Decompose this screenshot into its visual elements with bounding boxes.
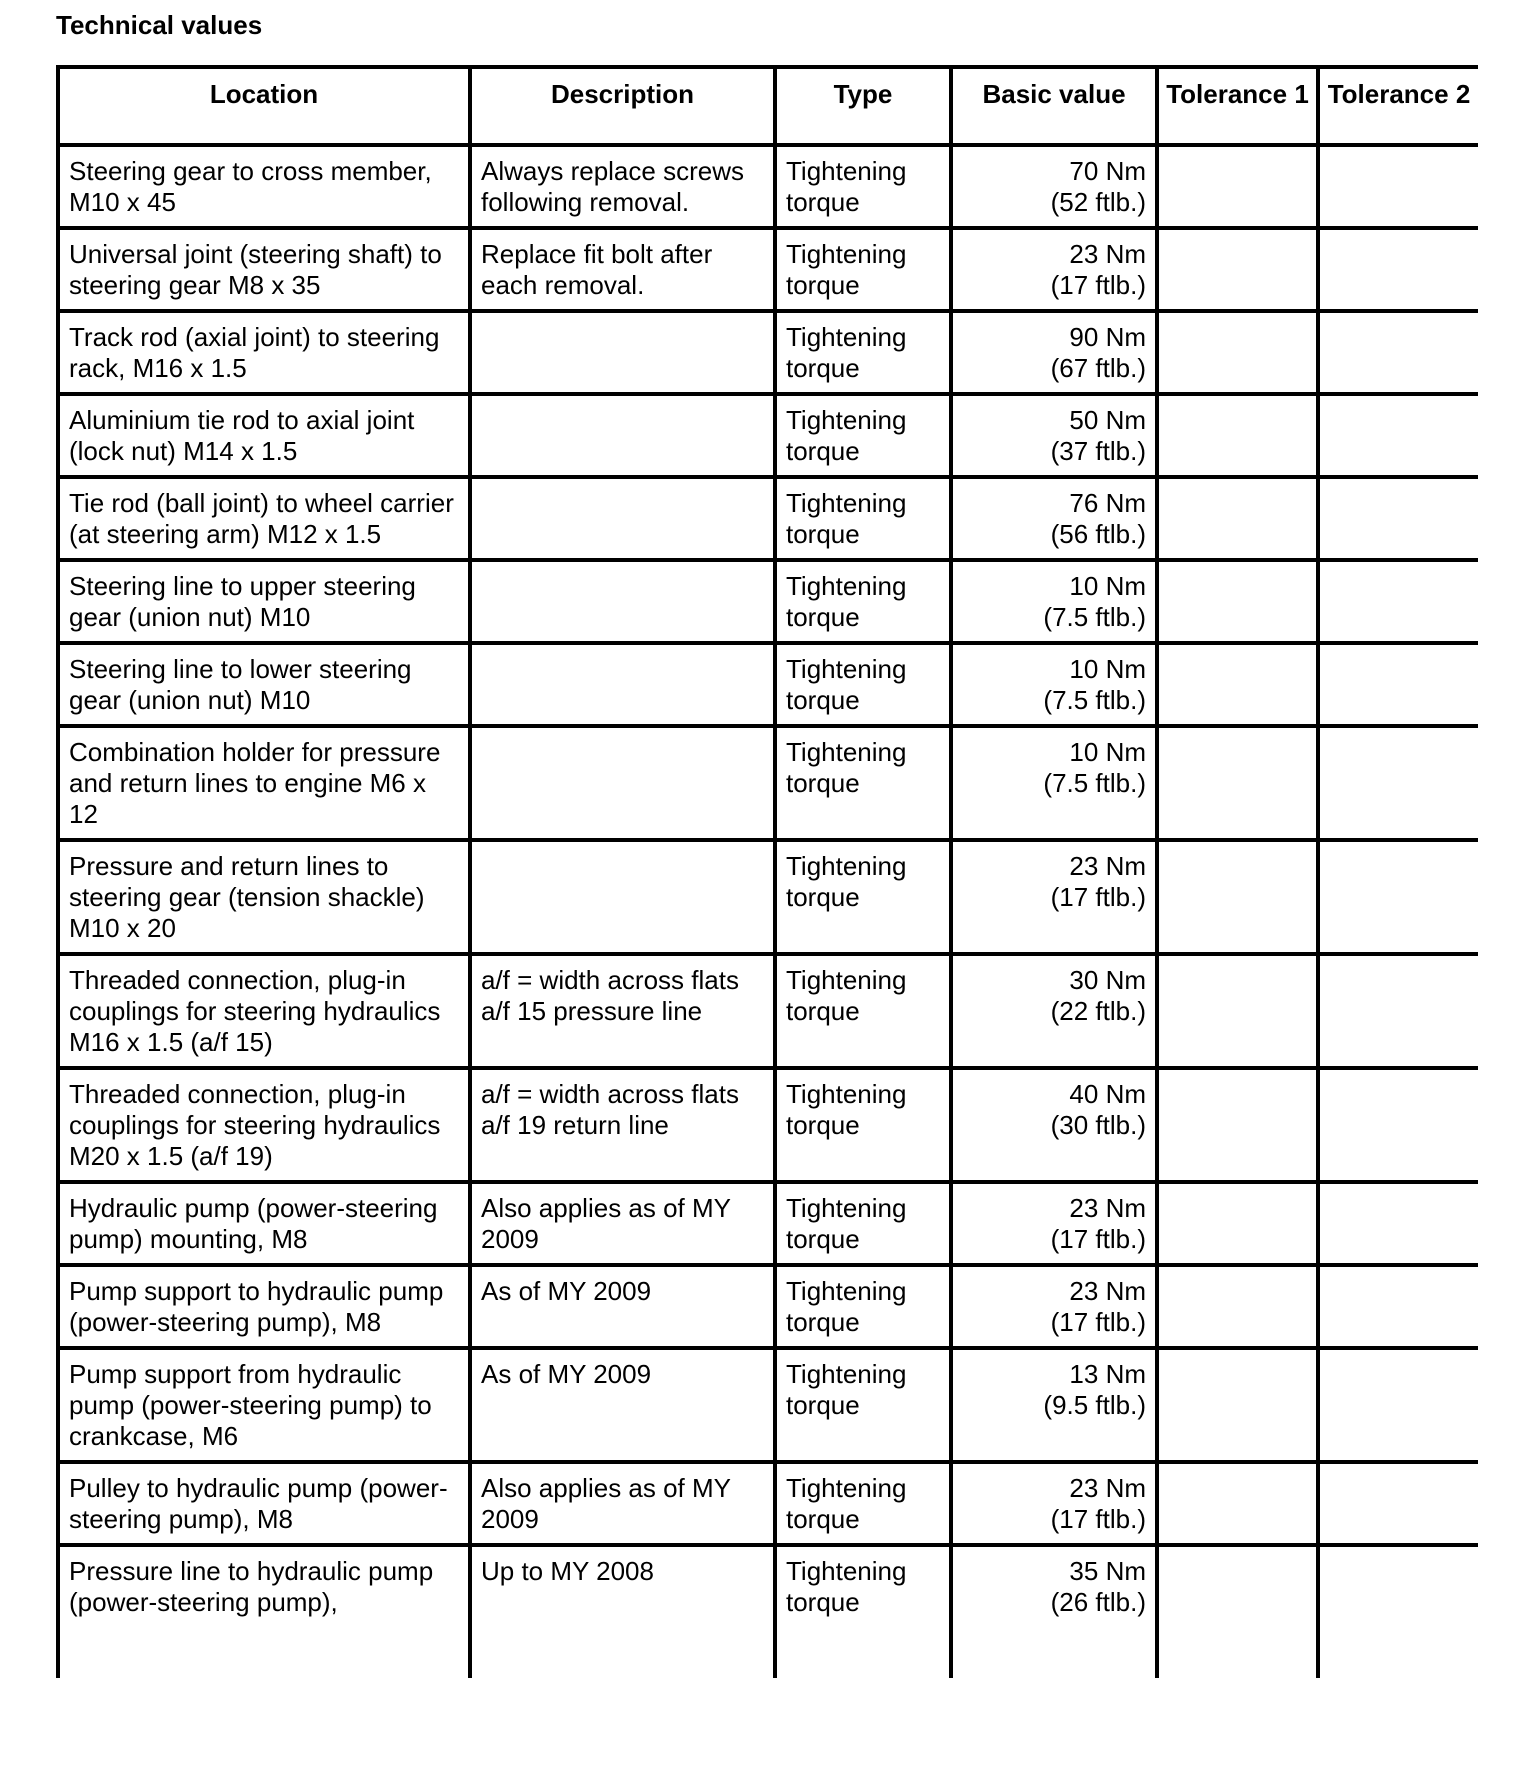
cell-tolerance-1 bbox=[1157, 1182, 1318, 1265]
table-row bbox=[58, 1348, 1478, 1462]
cell-basic-value bbox=[951, 311, 1157, 394]
cell-tolerance-2 bbox=[1318, 1462, 1478, 1545]
cell-description: Up to MY 2008 bbox=[470, 1545, 775, 1678]
value-ftlb: (37 ftlb.) bbox=[1050, 436, 1146, 466]
cell-tolerance-1 bbox=[1157, 394, 1318, 477]
cell-type: Tightening torque bbox=[775, 840, 951, 954]
cell-description bbox=[470, 477, 775, 560]
cell-basic-value bbox=[951, 477, 1157, 560]
cell-location: Pump support from hydraulic pump (power-steering pump) to crankcase, M6 bbox=[58, 1348, 470, 1462]
value-ftlb: (17 ftlb.) bbox=[1050, 882, 1146, 912]
value-nm: 23 Nm bbox=[1069, 1276, 1146, 1306]
table-row bbox=[58, 643, 1478, 726]
value-ftlb: (22 ftlb.) bbox=[1050, 996, 1146, 1026]
table-header-row bbox=[58, 67, 1478, 145]
cell-type: Tightening torque bbox=[775, 643, 951, 726]
value-nm: 23 Nm bbox=[1069, 239, 1146, 269]
cell-description bbox=[470, 726, 775, 840]
cell-basic-value bbox=[951, 840, 1157, 954]
cell-type: Tightening torque bbox=[775, 477, 951, 560]
table-row bbox=[58, 1182, 1478, 1265]
cell-tolerance-1 bbox=[1157, 560, 1318, 643]
table-row bbox=[58, 477, 1478, 560]
cell-basic-value bbox=[951, 643, 1157, 726]
cell-tolerance-1 bbox=[1157, 1265, 1318, 1348]
cell-description: Also applies as of MY 2009 bbox=[470, 1182, 775, 1265]
value-ftlb: (17 ftlb.) bbox=[1050, 270, 1146, 300]
cell-tolerance-2 bbox=[1318, 1265, 1478, 1348]
value-nm: 30 Nm bbox=[1069, 965, 1146, 995]
cell-location: Aluminium tie rod to axial joint (lock nut) M14 x 1.5 bbox=[58, 394, 470, 477]
cell-location: Combination holder for pressure and return lines to engine M6 x 12 bbox=[58, 726, 470, 840]
value-nm: 90 Nm bbox=[1069, 322, 1146, 352]
cell-tolerance-1 bbox=[1157, 477, 1318, 560]
table-row bbox=[58, 1462, 1478, 1545]
cell-location: Threaded connection, plug-in couplings for steering hydraulics M16 x 1.5 (a/f 15) bbox=[58, 954, 470, 1068]
cell-tolerance-2 bbox=[1318, 560, 1478, 643]
cell-description: Also applies as of MY 2009 bbox=[470, 1462, 775, 1545]
page-title: Technical values bbox=[56, 10, 263, 40]
cell-tolerance-1 bbox=[1157, 643, 1318, 726]
cell-tolerance-2 bbox=[1318, 394, 1478, 477]
cell-basic-value bbox=[951, 560, 1157, 643]
value-nm: 23 Nm bbox=[1069, 1473, 1146, 1503]
cell-type: Tightening torque bbox=[775, 145, 951, 228]
value-nm: 10 Nm bbox=[1069, 654, 1146, 684]
cell-type: Tightening torque bbox=[775, 560, 951, 643]
cell-tolerance-1 bbox=[1157, 954, 1318, 1068]
value-nm: 10 Nm bbox=[1069, 737, 1146, 767]
cell-tolerance-2 bbox=[1318, 1348, 1478, 1462]
cell-location: Pump support to hydraulic pump (power-steering pump), M8 bbox=[58, 1265, 470, 1348]
cell-type: Tightening torque bbox=[775, 1545, 951, 1678]
value-ftlb: (56 ftlb.) bbox=[1050, 519, 1146, 549]
value-ftlb: (7.5 ftlb.) bbox=[1043, 685, 1146, 715]
cell-basic-value bbox=[951, 1265, 1157, 1348]
value-nm: 13 Nm bbox=[1069, 1359, 1146, 1389]
value-ftlb: (9.5 ftlb.) bbox=[1043, 1390, 1146, 1420]
cell-tolerance-2 bbox=[1318, 145, 1478, 228]
cell-type: Tightening torque bbox=[775, 1348, 951, 1462]
cell-type: Tightening torque bbox=[775, 1462, 951, 1545]
cell-tolerance-1 bbox=[1157, 228, 1318, 311]
cell-type: Tightening torque bbox=[775, 954, 951, 1068]
table-row bbox=[58, 560, 1478, 643]
cell-basic-value bbox=[951, 1182, 1157, 1265]
cell-basic-value bbox=[951, 1545, 1157, 1678]
cell-tolerance-2 bbox=[1318, 228, 1478, 311]
header-description: Description bbox=[470, 67, 775, 145]
cell-type: Tightening torque bbox=[775, 1265, 951, 1348]
cell-location: Track rod (axial joint) to steering rack, M16 x 1.5 bbox=[58, 311, 470, 394]
table-row bbox=[58, 840, 1478, 954]
value-ftlb: (17 ftlb.) bbox=[1050, 1307, 1146, 1337]
header-tolerance-2: Tolerance 2 bbox=[1318, 67, 1478, 145]
table-row bbox=[58, 1265, 1478, 1348]
cell-type: Tightening torque bbox=[775, 1068, 951, 1182]
value-ftlb: (17 ftlb.) bbox=[1050, 1224, 1146, 1254]
cell-description bbox=[470, 840, 775, 954]
cell-tolerance-1 bbox=[1157, 840, 1318, 954]
cell-type: Tightening torque bbox=[775, 726, 951, 840]
cell-description: a/f = width across flats a/f 19 return line bbox=[470, 1068, 775, 1182]
cell-basic-value bbox=[951, 1348, 1157, 1462]
cell-location: Pressure line to hydraulic pump (power-steering pump), bbox=[58, 1545, 470, 1678]
table-row bbox=[58, 1545, 1478, 1678]
cell-location: Hydraulic pump (power-steering pump) mounting, M8 bbox=[58, 1182, 470, 1265]
value-ftlb: (52 ftlb.) bbox=[1050, 187, 1146, 217]
value-ftlb: (30 ftlb.) bbox=[1050, 1110, 1146, 1140]
technical-values-table-container bbox=[56, 65, 1478, 1783]
cell-description bbox=[470, 643, 775, 726]
cell-tolerance-1 bbox=[1157, 1348, 1318, 1462]
table-row bbox=[58, 145, 1478, 228]
value-ftlb: (7.5 ftlb.) bbox=[1043, 602, 1146, 632]
cell-location: Steering line to upper steering gear (union nut) M10 bbox=[58, 560, 470, 643]
table-row bbox=[58, 394, 1478, 477]
table-row bbox=[58, 1068, 1478, 1182]
value-nm: 23 Nm bbox=[1069, 1193, 1146, 1223]
cell-location: Steering line to lower steering gear (union nut) M10 bbox=[58, 643, 470, 726]
cell-tolerance-2 bbox=[1318, 311, 1478, 394]
value-ftlb: (26 ftlb.) bbox=[1050, 1587, 1146, 1617]
cell-basic-value bbox=[951, 394, 1157, 477]
cell-tolerance-1 bbox=[1157, 1545, 1318, 1678]
cell-location: Threaded connection, plug-in couplings for steering hydraulics M20 x 1.5 (a/f 19) bbox=[58, 1068, 470, 1182]
cell-tolerance-1 bbox=[1157, 145, 1318, 228]
cell-tolerance-1 bbox=[1157, 311, 1318, 394]
cell-location: Universal joint (steering shaft) to steering gear M8 x 35 bbox=[58, 228, 470, 311]
cell-tolerance-1 bbox=[1157, 726, 1318, 840]
cell-basic-value bbox=[951, 1068, 1157, 1182]
cell-tolerance-2 bbox=[1318, 840, 1478, 954]
cell-tolerance-2 bbox=[1318, 1545, 1478, 1678]
cell-tolerance-2 bbox=[1318, 1182, 1478, 1265]
cell-basic-value bbox=[951, 1462, 1157, 1545]
cell-tolerance-2 bbox=[1318, 643, 1478, 726]
cell-description: As of MY 2009 bbox=[470, 1348, 775, 1462]
cell-type: Tightening torque bbox=[775, 394, 951, 477]
cell-description: Replace fit bolt after each removal. bbox=[470, 228, 775, 311]
cell-location: Steering gear to cross member, M10 x 45 bbox=[58, 145, 470, 228]
value-nm: 70 Nm bbox=[1069, 156, 1146, 186]
cell-basic-value bbox=[951, 726, 1157, 840]
cell-tolerance-1 bbox=[1157, 1068, 1318, 1182]
cell-description: Always replace screws following removal. bbox=[470, 145, 775, 228]
header-type: Type bbox=[775, 67, 951, 145]
cell-basic-value bbox=[951, 145, 1157, 228]
table-row bbox=[58, 726, 1478, 840]
value-ftlb: (17 ftlb.) bbox=[1050, 1504, 1146, 1534]
value-ftlb: (67 ftlb.) bbox=[1050, 353, 1146, 383]
cell-description bbox=[470, 311, 775, 394]
cell-description: a/f = width across flats a/f 15 pressure line bbox=[470, 954, 775, 1068]
cell-type: Tightening torque bbox=[775, 311, 951, 394]
cell-location: Pressure and return lines to steering gear (tension shackle) M10 x 20 bbox=[58, 840, 470, 954]
cell-tolerance-1 bbox=[1157, 1462, 1318, 1545]
value-nm: 50 Nm bbox=[1069, 405, 1146, 435]
cell-description: As of MY 2009 bbox=[470, 1265, 775, 1348]
value-nm: 40 Nm bbox=[1069, 1079, 1146, 1109]
table-row bbox=[58, 954, 1478, 1068]
table-row bbox=[58, 228, 1478, 311]
header-tolerance-1: Tolerance 1 bbox=[1157, 67, 1318, 145]
cell-tolerance-2 bbox=[1318, 726, 1478, 840]
cell-tolerance-2 bbox=[1318, 477, 1478, 560]
cell-description bbox=[470, 560, 775, 643]
cell-tolerance-2 bbox=[1318, 1068, 1478, 1182]
cell-location: Pulley to hydraulic pump (power-steering pump), M8 bbox=[58, 1462, 470, 1545]
technical-values-table bbox=[56, 65, 1478, 1678]
value-ftlb: (7.5 ftlb.) bbox=[1043, 768, 1146, 798]
cell-description bbox=[470, 394, 775, 477]
table-row bbox=[58, 311, 1478, 394]
value-nm: 76 Nm bbox=[1069, 488, 1146, 518]
cell-type: Tightening torque bbox=[775, 228, 951, 311]
cell-tolerance-2 bbox=[1318, 954, 1478, 1068]
value-nm: 35 Nm bbox=[1069, 1556, 1146, 1586]
cell-location: Tie rod (ball joint) to wheel carrier (at steering arm) M12 x 1.5 bbox=[58, 477, 470, 560]
header-basic-value: Basic value bbox=[951, 67, 1157, 145]
value-nm: 23 Nm bbox=[1069, 851, 1146, 881]
cell-basic-value bbox=[951, 228, 1157, 311]
header-location: Location bbox=[58, 67, 470, 145]
cell-type: Tightening torque bbox=[775, 1182, 951, 1265]
cell-basic-value bbox=[951, 954, 1157, 1068]
value-nm: 10 Nm bbox=[1069, 571, 1146, 601]
